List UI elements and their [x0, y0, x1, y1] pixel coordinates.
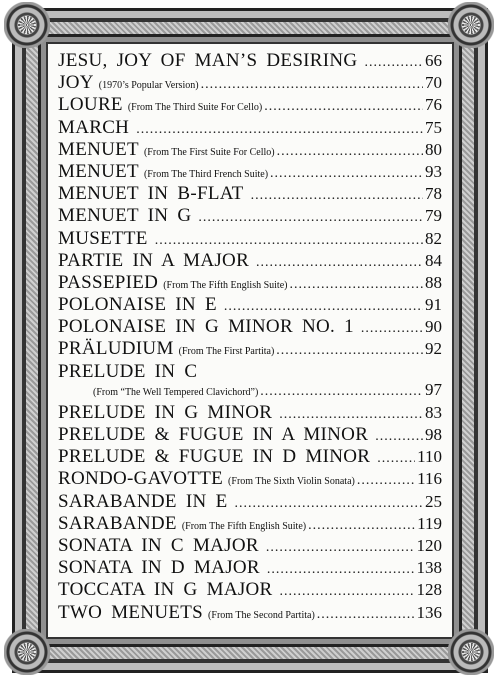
toc-entry	[58, 491, 442, 513]
toc-entry	[58, 294, 442, 316]
dot-leader	[155, 233, 423, 249]
toc-entry	[58, 205, 442, 227]
toc-entry	[58, 139, 442, 161]
dot-leader	[289, 277, 423, 293]
corner-ornament-icon	[448, 2, 494, 48]
toc-title: PRELUDE & FUGUE IN A MINOR	[58, 424, 369, 445]
toc-entry	[58, 468, 442, 490]
toc-page-number: 75	[425, 117, 442, 137]
toc-entry	[58, 161, 442, 183]
dot-leader	[377, 451, 415, 467]
toc-page-number: 79	[425, 206, 442, 226]
toc-entry	[58, 557, 442, 579]
toc-note: (1970’s Popular Version)	[98, 80, 199, 92]
toc-title: JOY	[58, 72, 94, 94]
toc-note: (From The First Partita)	[178, 346, 275, 358]
dot-leader	[264, 99, 423, 115]
toc-title: PARTIE IN A MAJOR	[58, 249, 250, 271]
toc-title: PRELUDE IN G MINOR	[58, 401, 273, 423]
dot-leader	[270, 166, 423, 182]
dot-leader	[266, 540, 415, 556]
dot-leader	[280, 584, 415, 600]
toc-title: JESU, JOY OF MAN’S DESIRING	[58, 50, 358, 71]
toc-entry	[58, 117, 442, 139]
toc-entry-continued	[58, 380, 442, 402]
toc-title: SARABANDE IN E	[58, 490, 228, 512]
toc-title: PRÄLUDIUM	[58, 338, 174, 360]
dot-leader	[317, 607, 415, 623]
corner-ornament-icon	[448, 629, 494, 675]
toc-title: MENUET	[58, 160, 139, 182]
toc-entry	[58, 94, 442, 116]
dot-leader	[279, 407, 423, 423]
toc-note: (From The Fifth English Suite)	[181, 520, 307, 532]
toc-entry	[58, 361, 442, 380]
toc-title: SARABANDE	[58, 512, 177, 534]
toc-entry	[58, 72, 442, 94]
toc-note: (From “The Well Tempered Clavichord”)	[93, 386, 259, 398]
toc-title: PASSEPIED	[58, 271, 159, 293]
toc-page-number: 138	[416, 558, 442, 578]
toc-note: (From The First Suite For Cello)	[143, 146, 275, 158]
toc-page-number: 25	[425, 491, 442, 511]
dot-leader	[256, 255, 423, 271]
toc-title: RONDO-GAVOTTE	[58, 468, 224, 490]
dot-leader	[260, 384, 423, 400]
dot-leader	[136, 122, 423, 138]
toc-page-number: 92	[425, 339, 442, 359]
toc-title: PRELUDE IN C	[58, 360, 198, 380]
toc-entry	[58, 250, 442, 272]
toc-entry	[58, 579, 442, 601]
toc-page-number: 119	[417, 513, 442, 533]
dot-leader	[198, 210, 423, 226]
toc-page-number: 93	[425, 161, 442, 181]
toc-page-number: 120	[416, 535, 442, 555]
dot-leader	[361, 321, 423, 337]
toc-title: POLONAISE IN G MINOR NO. 1	[58, 316, 354, 338]
toc-entry	[58, 535, 442, 557]
toc-entry	[58, 513, 442, 535]
toc-page-number: 136	[416, 602, 442, 622]
toc-title: TWO MENUETS	[58, 601, 204, 623]
toc-entry	[58, 228, 442, 250]
toc-title: MENUET IN G	[58, 205, 192, 227]
dot-leader	[276, 343, 423, 359]
dot-leader	[234, 496, 423, 512]
dot-leader	[375, 429, 423, 445]
toc-entry	[58, 446, 442, 468]
toc-title: LOURE	[58, 94, 123, 116]
toc-title: MARCH	[58, 116, 130, 138]
toc-page-number: 83	[425, 402, 442, 422]
toc-note: (From The Third Suite For Cello)	[127, 102, 263, 114]
dot-leader	[224, 299, 423, 315]
toc-page-number: 98	[425, 425, 442, 444]
toc-title: POLONAISE IN E	[58, 294, 217, 316]
toc-page-number: 88	[425, 272, 442, 292]
dot-leader	[277, 144, 423, 160]
toc-page-number: 90	[425, 317, 442, 337]
toc-title: MENUET IN B-FLAT	[58, 183, 244, 205]
toc-entry	[58, 602, 442, 624]
toc-page-number: 110	[417, 447, 442, 467]
dot-leader	[357, 473, 415, 489]
toc-page-number: 91	[425, 295, 442, 315]
toc-page-number: 66	[425, 51, 442, 70]
corner-ornament-icon	[4, 629, 50, 675]
toc-page-number: 82	[425, 228, 442, 248]
toc-page-number: 70	[425, 73, 442, 93]
toc-entry	[58, 272, 442, 294]
toc-page-number: 78	[425, 184, 442, 204]
toc-entry	[58, 424, 442, 446]
toc-title: SONATA IN C MAJOR	[58, 534, 259, 556]
dot-leader	[201, 77, 423, 93]
toc-page-number: 76	[425, 95, 442, 115]
toc-page-number: 128	[416, 580, 442, 600]
dot-leader	[308, 518, 415, 534]
toc-page-number: 97	[425, 379, 442, 399]
table-of-contents	[58, 50, 442, 624]
toc-page-number: 116	[417, 469, 442, 489]
dot-leader	[267, 562, 415, 578]
toc-note: (From The Second Partita)	[208, 609, 315, 621]
toc-entry	[58, 316, 442, 338]
toc-page-number: 80	[425, 139, 442, 159]
toc-title: MENUET	[58, 138, 139, 160]
toc-title: MUSETTE	[58, 227, 148, 249]
toc-title: TOCCATA IN G MAJOR	[58, 579, 273, 601]
toc-title: SONATA IN D MAJOR	[58, 557, 260, 579]
toc-entry	[58, 402, 442, 424]
toc-entry	[58, 338, 442, 360]
toc-page-number: 84	[425, 250, 442, 270]
toc-title: PRELUDE & FUGUE IN D MINOR	[58, 446, 371, 468]
dot-leader	[364, 55, 423, 71]
toc-note: (From The Fifth English Suite)	[163, 279, 288, 291]
toc-note: (From The Sixth Violin Sonata)	[228, 476, 355, 488]
dot-leader	[251, 188, 423, 204]
toc-note: (From The Third French Suite)	[143, 168, 269, 180]
toc-entry	[58, 183, 442, 205]
corner-ornament-icon	[4, 2, 50, 48]
toc-entry	[58, 50, 442, 72]
